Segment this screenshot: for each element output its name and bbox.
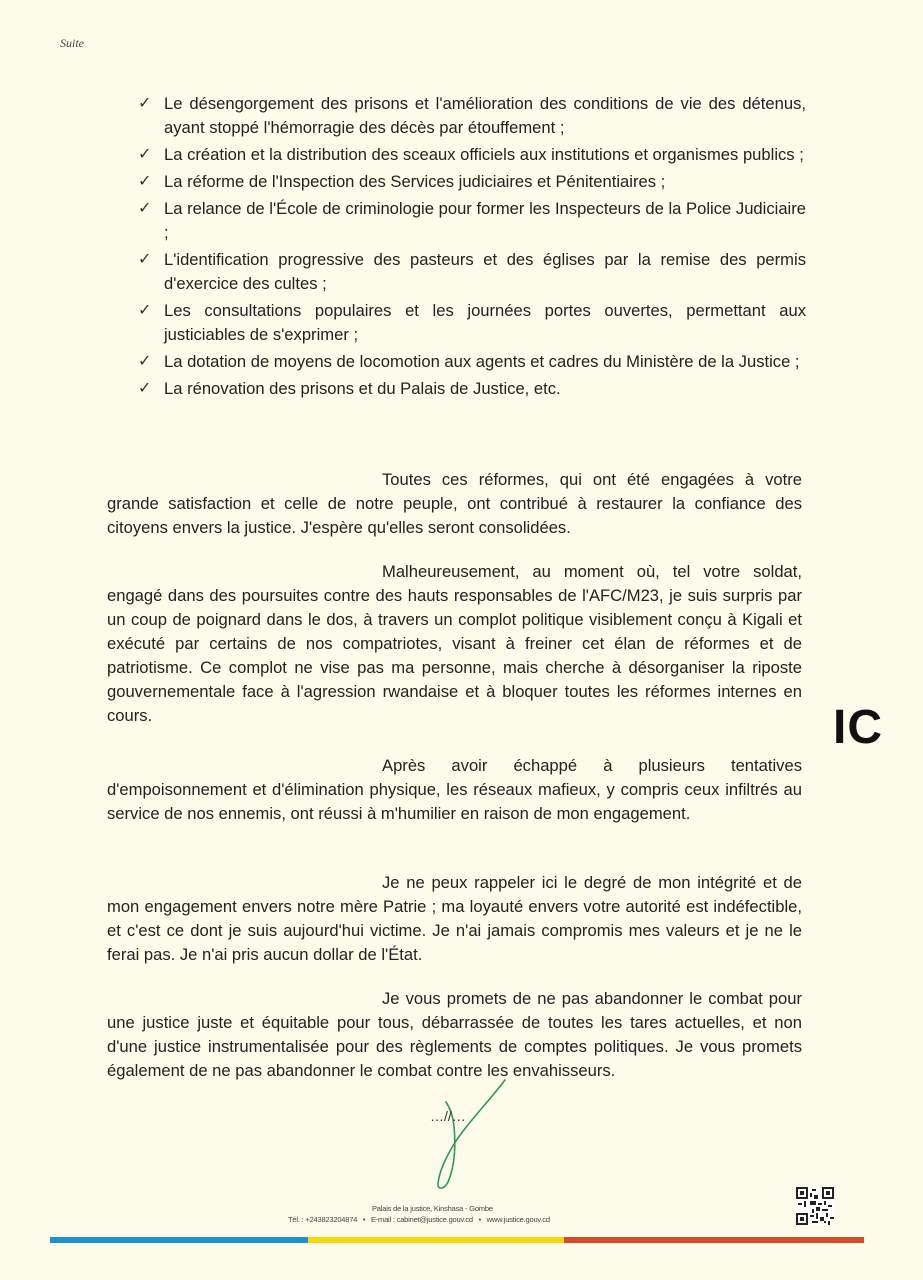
suite-label: Suite [60, 36, 84, 50]
footer-separator: • [362, 1215, 366, 1224]
list-item [138, 92, 806, 140]
list-item [138, 143, 806, 167]
footer-band-yellow [308, 1237, 564, 1243]
check-icon: ✓ [138, 146, 152, 163]
paragraph-reforms [107, 468, 802, 540]
paragraph-integrity [107, 871, 802, 967]
paragraph-text: Malheureusement, au moment où, tel votre soldat, engagé dans des poursuites contre des hauts responsables de l'AFC/M23, je suis surpris par un coup de poignard dans le dos, à travers un complot politique visiblement conçu à Kigali et exécuté par certains de nos compatriotes, visant à freiner cet élan de réformes et de patriotisme. Ce complot ne vise pas ma personne, mais cherche à désorganiser la riposte gouvernementale face à l'agression rwandaise et à bloquer toutes les réformes internes en cours. [107, 562, 802, 725]
paragraph-humiliation [107, 754, 802, 826]
list-item [138, 248, 806, 296]
paragraph-text: Après avoir échappé à plusieurs tentatives d'empoisonnement et d'élimination physique, les réseaux mafieux, y compris ceux infiltrés au service de nos ennemis, ont réussi à m'humilier en raison de mon engagement. [107, 756, 802, 823]
continuation-mark: …//… [430, 1108, 466, 1124]
footer-separator: • [478, 1215, 481, 1224]
list-item [138, 299, 806, 347]
reform-list [138, 92, 806, 404]
list-item-text: La dotation de moyens de locomotion aux agents et cadres du Ministère de la Justice ; [164, 352, 800, 371]
check-icon: ✓ [138, 251, 152, 268]
footer-band-blue [50, 1237, 308, 1243]
check-icon: ✓ [138, 173, 152, 190]
list-item [138, 350, 806, 374]
list-item-text: Les consultations populaires et les journées portes ouvertes, permettant aux justiciables de s'exprimer ; [164, 301, 806, 344]
footer-band-red [564, 1237, 864, 1243]
check-icon: ✓ [138, 353, 152, 370]
list-item [138, 377, 806, 401]
paragraph-text: Je ne peux rappeler ici le degré de mon intégrité et de mon engagement envers notre mère Patrie ; ma loyauté envers votre autorité est indéfectible, et c'est ce dont je suis aujourd'hui victime. Je n'ai jamais compromis mes valeurs et je ne le ferai pas. Je n'ai pris aucun dollar de l'État. [107, 873, 802, 964]
list-item-text: La relance de l'École de criminologie pour former les Inspecteurs de la Police Judiciaire ; [164, 199, 806, 242]
paragraph-complot [107, 560, 802, 728]
footer-phone: Tél. : +243823204874 [288, 1215, 358, 1224]
list-item-text: La création et la distribution des sceaux officiels aux institutions et organismes publics ; [164, 145, 804, 164]
list-item-text: Le désengorgement des prisons et l'amélioration des conditions de vie des détenus, ayant stoppé l'hémorragie des décès par étouffement ; [164, 94, 806, 137]
check-icon: ✓ [138, 380, 152, 397]
list-item [138, 197, 806, 245]
paragraph-text: Je vous promets de ne pas abandonner le combat pour une justice juste et équitable pour tous, débarrassée de toutes les tares actuelles, et non d'une justice instrumentalisée pour des règlements de comptes politiques. Je vous promets également de ne pas abandonner le combat contre les envahisseurs. [107, 989, 802, 1080]
check-icon: ✓ [138, 95, 152, 112]
footer-contact-line [288, 1215, 550, 1224]
watermark-ic: IC [833, 701, 883, 754]
footer-email: E-mail : cabinet@justice.gouv.cd [370, 1215, 473, 1224]
list-item-text: La rénovation des prisons et du Palais de Justice, etc. [164, 379, 561, 398]
list-item-text: La réforme de l'Inspection des Services judiciaires et Pénitentiaires ; [164, 172, 666, 191]
qr-code-icon [796, 1187, 834, 1225]
check-icon: ✓ [138, 200, 152, 217]
handwritten-signature [410, 1078, 530, 1198]
footer-address: Palais de la justice, Kinshasa - Gombe [372, 1204, 493, 1213]
list-item-text: L'identification progressive des pasteurs et des églises par la remise des permis d'exercice des cultes ; [164, 250, 806, 293]
list-item [138, 170, 806, 194]
paragraph-promise [107, 987, 802, 1083]
check-icon: ✓ [138, 302, 152, 319]
paragraph-text: Toutes ces réformes, qui ont été engagées à votre grande satisfaction et celle de notre peuple, ont contribué à restaurer la confiance des citoyens envers la justice. J'espère qu'elles seront consolidées. [107, 470, 802, 537]
footer-website: www.justice.gouv.cd [486, 1215, 550, 1224]
